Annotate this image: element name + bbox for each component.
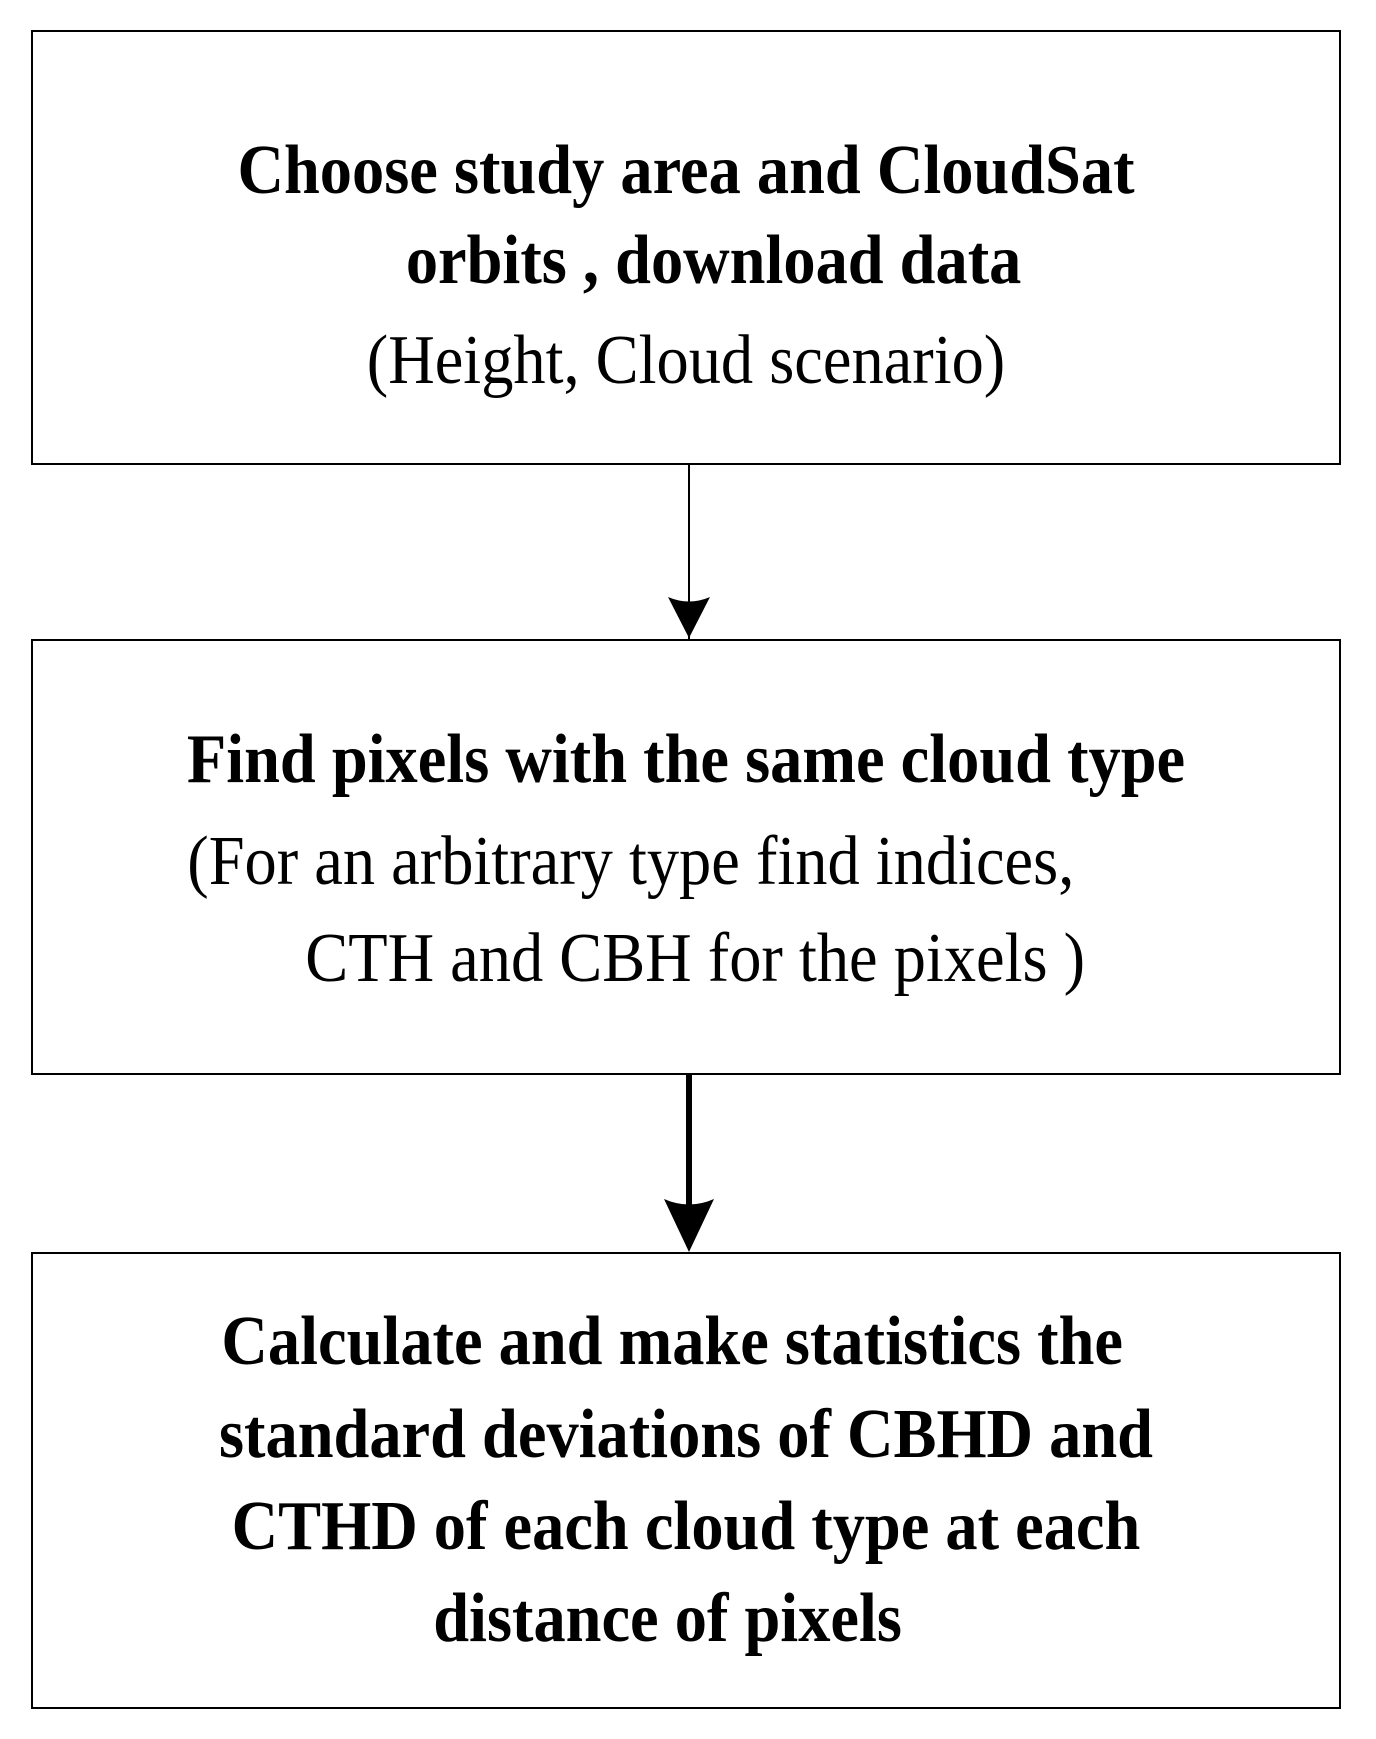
step-3-line-4: distance of pixels: [433, 1580, 902, 1657]
step-1-title-line-2: orbits , download data: [405, 222, 1022, 299]
step-1-detail: (Height, Cloud scenario): [366, 322, 1006, 399]
step-3-line-3: CTHD of each cloud type at each: [231, 1488, 1141, 1565]
step-2-detail-line-2: CTH and CBH for the pixels ): [305, 920, 1086, 997]
step-1-box: [31, 30, 1341, 465]
step-3-box: [31, 1252, 1341, 1709]
arrow-step2-to-step3: [664, 1073, 714, 1252]
step-1-title-line-1: Choose study area and CloudSat: [237, 132, 1135, 209]
step-2-box: [31, 639, 1341, 1075]
step-3-line-2: standard deviations of CBHD and: [218, 1396, 1154, 1473]
step-2-detail-line-1: (For an arbitrary type find indices,: [187, 823, 1075, 900]
step-2-title: Find pixels with the same cloud type: [186, 721, 1186, 798]
arrow-step1-to-step2: [668, 465, 710, 648]
step-3-line-1: Calculate and make statistics the: [221, 1303, 1123, 1380]
